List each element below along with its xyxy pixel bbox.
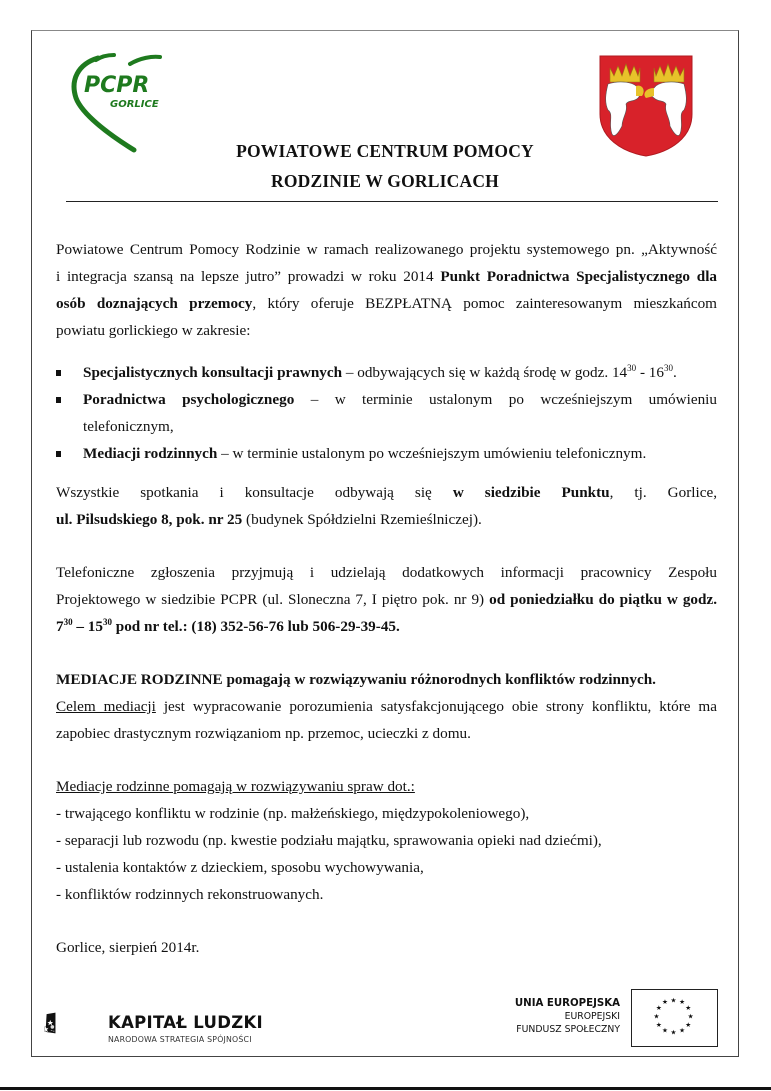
svg-text:★: ★: [655, 1020, 662, 1029]
hours-text: – 15: [72, 618, 103, 635]
eu-line-3: FUNDUSZ SPOŁECZNY: [516, 1024, 620, 1035]
hours-text: 7: [56, 618, 64, 635]
eu-stars-icon: [632, 990, 716, 1045]
svg-text:★: ★: [687, 1012, 694, 1021]
pcpr-gorlice-logo: [68, 50, 168, 154]
intro-text: , który oferuje BEZPŁATNĄ pomoc zainteresowanym mieszkańcom: [252, 295, 717, 312]
svg-text:★: ★: [662, 1026, 668, 1035]
eu-line-1: UNIA EUROPEJSKA: [514, 998, 620, 1009]
service-desc: .: [673, 364, 677, 381]
mediation-heading-text: MEDIACJE RODZINNE pomagają w rozwiązywaniu różnorodnych konfliktów rodzinnych.: [56, 671, 656, 688]
mediation-line-2: zapobiec drastycznym rozwiązaniom np. przemoc, ucieczki z domu.: [56, 725, 471, 742]
matters-item: - separacji lub rozwodu (np. kwestie podziału majątku, sprawowania opieki nad dziećmi),: [56, 832, 602, 849]
contact-line-1: Telefoniczne zgłoszenia przyjmują i udzielają dodatkowych informacji pracownicy Zespołu: [56, 564, 717, 581]
kapital-ludzki-title: KAPITAŁ LUDZKI: [108, 1013, 263, 1032]
svg-text:★: ★: [679, 998, 686, 1007]
service-desc-continued: telefonicznym,: [83, 418, 174, 435]
svg-text:★: ★: [662, 998, 668, 1007]
matters-item: - ustalenia kontaktów z dzieckiem, sposobu wychowywania,: [56, 859, 424, 876]
mediation-goal-label: Celem mediacji: [56, 698, 156, 715]
contact-paragraph: [56, 559, 717, 640]
svg-text:★: ★: [670, 996, 677, 1005]
matters-item: - trwającego konfliktu w rodzinie (np. małżeńskiego, międzypokoleniowego),: [56, 805, 530, 822]
service-item-mediation: [56, 440, 717, 467]
intro-line-1: Powiatowe Centrum Pomocy Rodzinie w ramach realizowanego projektu systemowego pn. „Aktywność: [56, 241, 717, 258]
contact-text: Projektowego w siedzibie PCPR (ul. Sloneczna 7, I piętro pok. nr 9): [56, 591, 490, 608]
matters-heading: Mediacje rodzinne pomagają w rozwiązywaniu spraw dot.:: [56, 778, 415, 795]
service-name: Poradnictwa psychologicznego: [83, 391, 295, 408]
title-line-2: RODZINIE W GORLICACH: [271, 171, 499, 191]
gorlice-logo-text: GORLICE: [110, 99, 159, 110]
pcpr-logo-text: PCPR: [84, 73, 150, 98]
kapital-ludzki-logo: [44, 983, 104, 1063]
bottom-divider: [0, 1087, 771, 1090]
mediation-text: jest wypracowanie porozumienia satysfakcjonującego obie strony konfliktu, które ma: [155, 698, 717, 715]
page-title: [200, 136, 570, 196]
svg-text:★: ★: [653, 1012, 660, 1021]
intro-line-3: [56, 290, 717, 317]
mediation-heading: [56, 666, 717, 693]
svg-text:★: ★: [670, 1028, 677, 1037]
mediation-line-1: [56, 693, 717, 720]
service-desc: – w terminie ustalonym po wcześniejszym umówieniu: [294, 391, 717, 408]
time-superscript: 30: [102, 617, 112, 627]
location-text: Wszystkie spotkania i konsultacje odbywają się: [56, 484, 453, 501]
intro-line-4: powiatu gorlickiego w zakresie:: [56, 322, 251, 339]
header-divider: [66, 201, 718, 202]
services-list: [56, 359, 717, 467]
eu-line-2: EUROPEJSKI: [564, 1011, 620, 1022]
location-line-2: [56, 506, 717, 533]
service-name: Specjalistycznych konsultacji prawnych: [83, 364, 343, 381]
contact-line-3: [56, 613, 717, 640]
eu-label: [496, 997, 620, 1036]
coat-of-arms-icon: [598, 54, 694, 158]
service-desc: - 16: [636, 364, 664, 381]
time-superscript: 30: [664, 363, 673, 373]
svg-text:★: ★: [685, 1020, 692, 1029]
svg-text:★: ★: [655, 1003, 662, 1012]
signature: [56, 934, 717, 961]
kapital-ludzki-subtitle: NARODOWA STRATEGIA SPÓJNOŚCI: [108, 1035, 252, 1044]
service-desc: – odbywających się w każdą środę w godz. 14: [342, 364, 628, 381]
svg-text:★: ★: [679, 1026, 686, 1035]
matters-item: - konfliktów rodzinnych rekonstruowanych.: [56, 886, 324, 903]
contact-bold-text: od poniedziałku do piątku w godz.: [489, 591, 717, 608]
location-paragraph: [56, 479, 717, 533]
service-item-legal: [56, 359, 717, 386]
svg-text:★: ★: [685, 1003, 692, 1012]
time-superscript: 30: [63, 617, 73, 627]
matters-section: [56, 773, 717, 908]
location-text: (budynek Spółdzielni Rzemieślniczej).: [242, 511, 482, 528]
phone-numbers: pod nr tel.: (18) 352-56-76 lub 506-29-39-45.: [111, 618, 400, 635]
mediation-paragraph: [56, 666, 717, 747]
time-superscript: 30: [627, 363, 637, 373]
service-line: [83, 386, 717, 413]
intro-bold-text: Punkt Poradnictwa Specjalistycznego dla: [440, 268, 718, 285]
place-date: Gorlice, sierpień 2014r.: [56, 939, 200, 956]
service-desc: – w terminie ustalonym po wcześniejszym umówieniu telefonicznym.: [217, 445, 647, 462]
intro-bold-text: osób doznających przemocy: [56, 295, 253, 312]
title-line-1: POWIATOWE CENTRUM POMOCY: [236, 141, 534, 161]
location-bold-text: w siedzibie Punktu: [452, 484, 610, 501]
bullet-square-icon: [56, 451, 61, 457]
intro-line-2: [56, 263, 717, 290]
intro-paragraph: [56, 236, 717, 344]
eu-flag-icon: [631, 989, 718, 1047]
bullet-square-icon: [56, 397, 61, 403]
intro-text: i integracja szansą na lepsze jutro” prowadzi w roku 2014: [56, 268, 441, 285]
location-text: , tj. Gorlice,: [609, 484, 717, 501]
service-item-psychological: [56, 386, 717, 440]
location-line-1: [56, 479, 717, 506]
contact-line-2: [56, 586, 717, 613]
address-bold-text: ul. Pilsudskiego 8, pok. nr 25: [56, 511, 243, 528]
service-name: Mediacji rodzinnych: [83, 445, 218, 462]
bullet-square-icon: [56, 370, 61, 376]
